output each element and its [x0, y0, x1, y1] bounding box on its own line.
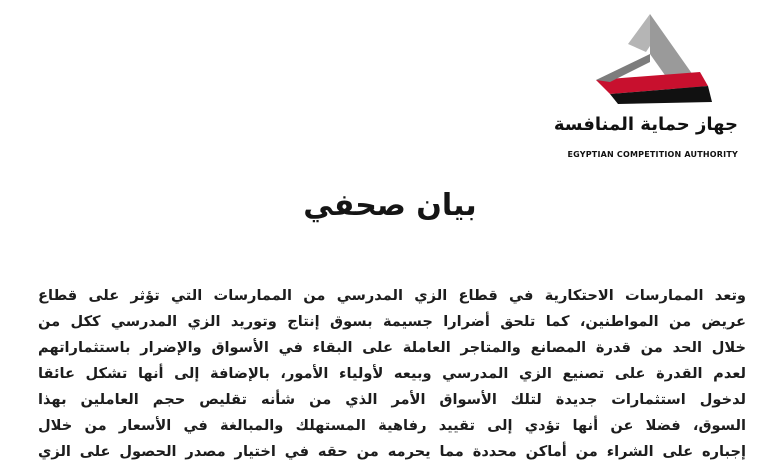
- body-line: وتعد الممارسات الاحتكارية في قطاع الزي المدرسي من الممارسات التي تؤثر على قطاع: [38, 287, 746, 304]
- logo-arabic-name: جهاز حماية المنافسة: [553, 114, 738, 135]
- body-line: خلال الحد من قدرة المصانع والمتاجر العاملة على البقاء في الأسواق والإضرار باستثماراتهم: [38, 339, 746, 356]
- page-title: بيان صحفي: [303, 188, 477, 223]
- triangle-logo-icon: [588, 14, 712, 106]
- body-line: لعدم القدرة على تصنيع الزي المدرسي وبيعه لأولياء الأمور، بالإضافة إلى أنها تشكل عائقا: [38, 365, 746, 382]
- body-line: لدخول استثمارات جديدة لتلك الأسواق الأمر الذي من شأنه تقليص حجم العاملين بهذا: [38, 391, 746, 408]
- body-line: إجباره على الشراء من أماكن محددة مما يحرمه من حقه في اختيار مصدر الحصول على الزي: [38, 443, 746, 460]
- authority-logo: [553, 14, 740, 159]
- body-line: السوق، فضلا عن أنها تؤدي إلى تقييد رفاهية المستهلك والمبالغة في الأسعار من خلال: [38, 417, 746, 434]
- body-line: عريض من المواطنين، كما تلحق أضرارا جسيمة بسوق إنتاج وتوريد الزي المدرسي ككل من: [38, 313, 746, 330]
- press-release-body: [38, 283, 746, 465]
- logo-english-name: EGYPTIAN COMPETITION AUTHORITY: [567, 150, 738, 159]
